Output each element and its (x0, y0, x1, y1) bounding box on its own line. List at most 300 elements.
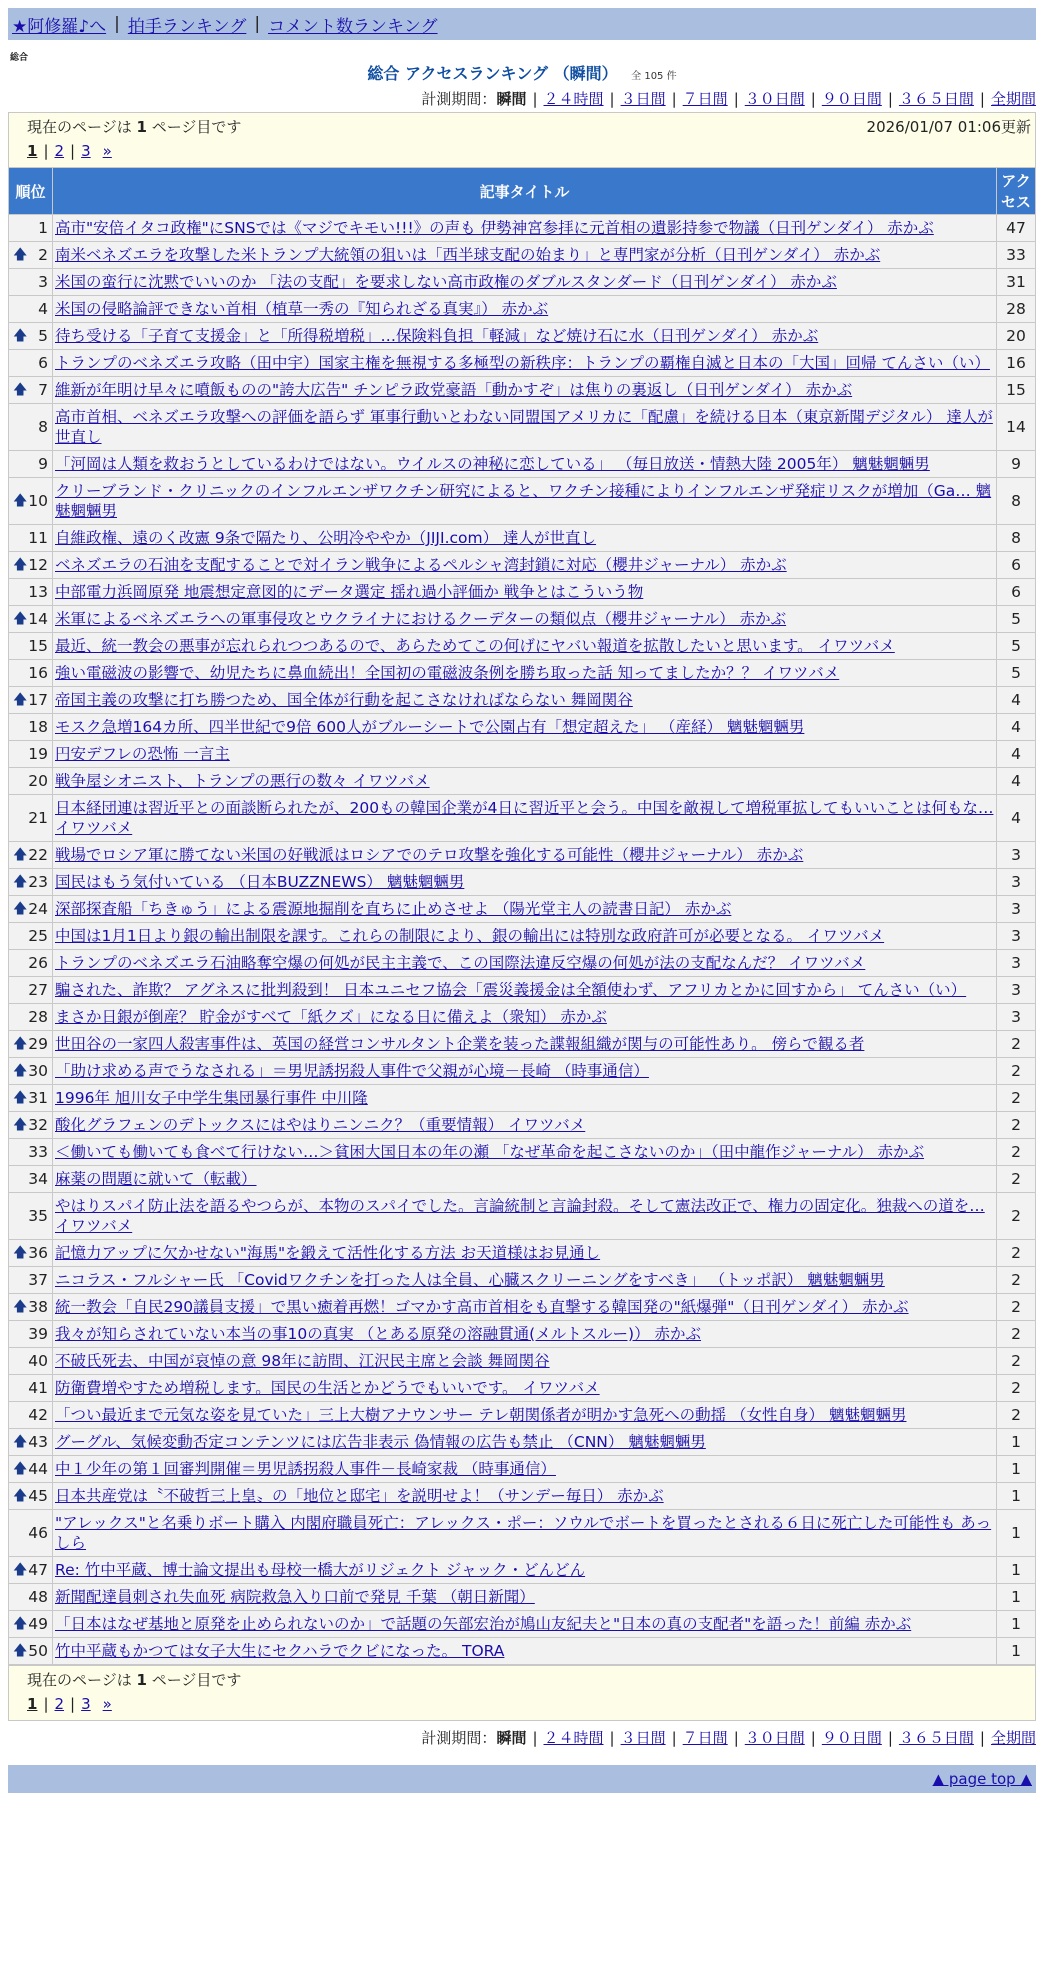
access-count: 3 (997, 842, 1036, 869)
rank-cell (9, 795, 53, 842)
article-title-link[interactable]: 日本共産党は〝不破哲三上皇〟の「地位と邸宅」を説明せよ！（サンデー毎日） 赤かぶ (55, 1487, 664, 1505)
article-title-link[interactable]: 中１少年の第１回審判開催＝男児誘拐殺人事件－長崎家裁 （時事通信） (55, 1460, 556, 1478)
article-title-link[interactable]: 米国の蛮行に沈黙でいいのか 「法の支配」を要求しない高市政権のダブルスタンダード（日刊ゲンダイ） 赤かぶ (55, 273, 837, 291)
article-title-link[interactable]: 自維政権、遠のく改憲 9条で隔たり、公明冷ややか（JIJI.com） 達人が世直し (55, 529, 597, 547)
rank-cell (9, 896, 53, 923)
period-option-4[interactable]: ９０日間 (821, 90, 882, 108)
title-cell (53, 950, 997, 977)
table-row (9, 1085, 1036, 1112)
rank-number: 30 (28, 1062, 48, 1080)
title-cell (53, 1483, 997, 1510)
access-count: 8 (997, 525, 1036, 552)
article-title-link[interactable]: ＜働いても働いても食べて行けない…＞貧困大国日本の年の瀬 「なぜ革命を起こさないのか」（田中龍作ジャーナル） 赤かぶ (55, 1143, 925, 1161)
rank-cell (9, 768, 53, 795)
period-separator: | (887, 1729, 893, 1747)
up-arrow-icon: 🡅 (13, 1562, 28, 1578)
up-arrow-icon: 🡅 (13, 901, 28, 917)
article-title-link[interactable]: 記憶力アップに欠かせない"海馬"を鍛えて活性化する方法 お天道様はお見通し (55, 1244, 601, 1262)
table-row (9, 768, 1036, 795)
table-row (9, 1240, 1036, 1267)
title-cell (53, 1267, 997, 1294)
title-cell (53, 552, 997, 579)
title-cell (53, 1402, 997, 1429)
access-count: 1 (997, 1557, 1036, 1584)
rank-cell (9, 1638, 53, 1665)
table-row (9, 1267, 1036, 1294)
rank-cell (9, 1557, 53, 1584)
up-arrow-icon: 🡅 (13, 328, 28, 344)
rank-cell (9, 1483, 53, 1510)
article-title-link[interactable]: 酸化グラフェンのデトックスにはやはりニンニク？（重要情報） イワツバメ (55, 1116, 586, 1134)
table-row (9, 1321, 1036, 1348)
period-option-3[interactable]: ３０日間 (744, 1729, 805, 1747)
title-cell (53, 869, 997, 896)
access-count: 20 (997, 323, 1036, 350)
rank-cell (9, 687, 53, 714)
up-arrow-icon: 🡅 (13, 1299, 28, 1315)
rank-number: 16 (28, 664, 48, 682)
table-row (9, 478, 1036, 525)
access-count: 2 (997, 1058, 1036, 1085)
article-title-link[interactable]: 麻薬の問題に就いて（転載） (55, 1170, 257, 1188)
access-count: 28 (997, 296, 1036, 323)
title-cell (53, 1193, 997, 1240)
title-cell (53, 1557, 997, 1584)
article-title-link[interactable]: 中国は1月1日より銀の輸出制限を課す。これらの制限により、銀の輸出には特別な政府許可が必要となる。 イワツバメ (55, 927, 885, 945)
article-title-link[interactable]: 「助け求める声でうなされる」＝男児誘拐殺人事件で父親が心境－長崎 （時事通信） (55, 1062, 649, 1080)
access-count: 1 (997, 1510, 1036, 1557)
table-row (9, 842, 1036, 869)
title-cell (53, 1348, 997, 1375)
title-cell (53, 377, 997, 404)
title-cell (53, 1031, 997, 1058)
article-title-link[interactable]: グーグル、気候変動否定コンテンツには広告非表示 偽情報の広告も禁止 （CNN） 魑魅魍魎男 (55, 1433, 706, 1451)
rank-number: 29 (28, 1035, 48, 1053)
article-title-link[interactable]: トランプのベネズエラ石油略奪空爆の何処が民主主義で、この国際法違反空爆の何処が法の支配なんだ？ イワツバメ (55, 954, 866, 972)
title-cell (53, 768, 997, 795)
nav-separator: | (114, 14, 120, 34)
rank-cell (9, 1058, 53, 1085)
pager-next-link[interactable]: » (102, 1695, 112, 1713)
rank-cell (9, 1321, 53, 1348)
article-title-link[interactable]: 騙された、詐欺？ アグネスに批判殺到！ 日本ユニセフ協会「震災義援金は全額使わず、アフリカとかに回すから」 てんさい（い） (55, 981, 967, 999)
article-title-link[interactable]: やはりスパイ防止法を語るやつらが、本物のスパイでした。言論統制と言論封殺。そして憲法改正で、権力の固定化。独裁への道を… イワツバメ (55, 1197, 985, 1235)
title-cell (53, 323, 997, 350)
updated-time: 2026/01/07 01:06更新 (866, 118, 1031, 136)
ranking-table (8, 167, 1036, 1665)
rank-cell (9, 1166, 53, 1193)
article-title-link[interactable]: "アレックス"と名乗りボート購入 内閣府職員死亡：アレックス・ポー：ソウルでボートを買ったとされる６日に死亡した可能性も あっしら (55, 1514, 992, 1552)
article-title-link[interactable]: モスク急増164カ所、四半世紀で9倍 600人がブルーシートで公園占有「想定超えた」 （産経） 魑魅魍魎男 (55, 718, 805, 736)
period-separator: | (609, 90, 615, 108)
pager-separator: | (70, 142, 76, 160)
rank-number: 34 (28, 1170, 48, 1188)
pager-page-link[interactable]: 2 (54, 142, 65, 160)
rank-number: 41 (28, 1379, 48, 1397)
period-separator: | (671, 1729, 677, 1747)
rank-number: 33 (28, 1143, 48, 1161)
article-title-link[interactable]: ニコラス・フルシャー氏 「Covidワクチンを打った人は全員、心臓スクリーニングをすべき」 （トッポ訳） 魑魅魍魎男 (55, 1271, 885, 1289)
article-title-link[interactable]: 帝国主義の攻撃に打ち勝つため、国全体が行動を起こさなければならない 舞岡関谷 (55, 691, 633, 709)
article-title-link[interactable]: 「つい最近まで元気な姿を見ていた」三上大樹アナウンサー テレ朝関係者が明かす急死への動揺 （女性自身） 魑魅魍魎男 (55, 1406, 907, 1424)
title-cell (53, 795, 997, 842)
rank-cell (9, 1456, 53, 1483)
period-label: 計測期間： (421, 90, 497, 108)
access-count: 1 (997, 1638, 1036, 1665)
period-current: 瞬間 (496, 1729, 527, 1747)
access-count: 31 (997, 269, 1036, 296)
rank-number: 35 (28, 1207, 48, 1225)
pager-page-link[interactable]: 3 (81, 142, 91, 160)
nav-separator: | (254, 14, 261, 34)
access-count: 3 (997, 977, 1036, 1004)
rank-number: 14 (28, 610, 48, 628)
table-row (9, 1294, 1036, 1321)
table-row (9, 1456, 1036, 1483)
title-cell (53, 1004, 997, 1031)
rank-cell (9, 269, 53, 296)
title-cell (53, 1429, 997, 1456)
rank-number: 2 (38, 246, 48, 264)
rank-cell (9, 1240, 53, 1267)
table-row (9, 242, 1036, 269)
pager-top (27, 139, 1031, 163)
access-count: 5 (997, 606, 1036, 633)
access-count: 2 (997, 1294, 1036, 1321)
top-nav-bar (8, 8, 1036, 40)
rank-number: 11 (28, 529, 48, 547)
period-option-3[interactable]: ３０日間 (744, 90, 805, 108)
access-count: 2 (997, 1375, 1036, 1402)
article-title-link[interactable]: 日本経団連は習近平との面談断られたが、200もの韓国企業が4日に習近平と会う。中国を敵視して増税軍拡してもいいことは何もな… イワツバメ (55, 799, 994, 837)
table-row (9, 525, 1036, 552)
period-option-1[interactable]: ３日間 (620, 1729, 666, 1747)
rank-number: 20 (28, 772, 48, 790)
title-cell (53, 1240, 997, 1267)
title-cell (53, 451, 997, 478)
page-info-bottom (8, 1665, 1036, 1721)
period-option-0[interactable]: ２４時間 (543, 90, 604, 108)
rank-number: 21 (28, 809, 48, 827)
up-arrow-icon: 🡅 (13, 1090, 28, 1106)
table-row (9, 1584, 1036, 1611)
table-row (9, 795, 1036, 842)
table-row (9, 687, 1036, 714)
access-count: 8 (997, 478, 1036, 525)
table-row (9, 350, 1036, 377)
category-label: 総合 (10, 53, 29, 63)
rank-cell (9, 714, 53, 741)
article-title-link[interactable]: 米国の侵略論評できない首相（植草一秀の『知られざる真実』） 赤かぶ (55, 300, 549, 318)
rank-cell (9, 633, 53, 660)
article-title-link[interactable]: 高市首相、ベネズエラ攻撃への評価を語らず 軍事行動いとわない同盟国アメリカに「配慮」を続ける日本（東京新聞デジタル） 達人が世直し (55, 408, 993, 446)
access-count: 3 (997, 1004, 1036, 1031)
access-count: 4 (997, 687, 1036, 714)
access-count: 3 (997, 950, 1036, 977)
access-count: 4 (997, 714, 1036, 741)
access-count: 4 (997, 768, 1036, 795)
rank-cell (9, 1375, 53, 1402)
period-option-5[interactable]: ３６５日間 (898, 1729, 974, 1747)
title-cell (53, 242, 997, 269)
article-title-link[interactable]: 1996年 旭川女子中学生集団暴行事件 中川隆 (55, 1089, 368, 1107)
up-arrow-icon: 🡅 (13, 557, 28, 573)
period-option-5[interactable]: ３６５日間 (898, 90, 974, 108)
access-count: 2 (997, 1321, 1036, 1348)
article-title-link[interactable]: 深部探査船「ちきゅう」による震源地掘削を直ちに止めさせよ （陽光堂主人の読書日記） 赤かぶ (55, 900, 732, 918)
period-option-1[interactable]: ３日間 (620, 90, 666, 108)
page-top-link[interactable]: ▲ page top ▲ (932, 1770, 1032, 1788)
rank-number: 32 (28, 1116, 48, 1134)
rank-number: 25 (28, 927, 48, 945)
period-separator: | (810, 1729, 816, 1747)
up-arrow-icon: 🡅 (13, 1643, 28, 1659)
pager-current-page: 1 (27, 1695, 38, 1713)
up-arrow-icon: 🡅 (13, 247, 28, 263)
title-cell (53, 269, 997, 296)
access-count: 15 (997, 377, 1036, 404)
article-title-link[interactable]: 統一教会「自民290議員支援」で黒い癒着再燃！ゴマかす高市首相をも直撃する韓国発の"紙爆弾"（日刊ゲンダイ） 赤かぶ (55, 1298, 909, 1316)
access-count: 3 (997, 923, 1036, 950)
rank-number: 26 (28, 954, 48, 972)
period-option-0[interactable]: ２４時間 (543, 1729, 604, 1747)
title-cell (53, 714, 997, 741)
period-option-6[interactable]: 全期間 (990, 90, 1036, 108)
rank-number: 40 (28, 1352, 48, 1370)
rank-cell (9, 1004, 53, 1031)
up-arrow-icon: 🡅 (13, 1117, 28, 1133)
rank-cell (9, 1510, 53, 1557)
up-arrow-icon: 🡅 (13, 611, 28, 627)
article-title-link[interactable]: 国民はもう気付いている （日本BUZZNEWS） 魑魅魍魎男 (55, 873, 465, 891)
access-count: 3 (997, 869, 1036, 896)
article-title-link[interactable]: 待ち受ける「子育て支援金」と「所得税増税」…保険料負担「軽減」など焼け石に水（日刊ゲンダイ） 赤かぶ (55, 327, 819, 345)
title-cell (53, 525, 997, 552)
title-cell (53, 1584, 997, 1611)
period-separator: | (609, 1729, 615, 1747)
rank-number: 5 (38, 327, 48, 345)
period-separator: | (733, 90, 739, 108)
table-row (9, 896, 1036, 923)
rank-number: 17 (28, 691, 48, 709)
period-separator: | (887, 90, 893, 108)
period-label: 計測期間： (421, 1729, 497, 1747)
rank-header: 順位 (9, 168, 53, 215)
access-count: 2 (997, 1240, 1036, 1267)
article-title-link[interactable]: 強い電磁波の影響で、幼児たちに鼻血続出！全国初の電磁波条例を勝ち取った話 知ってましたか？？ イワツバメ (55, 664, 840, 682)
rank-cell (9, 451, 53, 478)
title-cell (53, 478, 997, 525)
article-title-link[interactable]: 南米ベネズエラを攻撃した米トランプ大統領の狙いは「西半球支配の始まり」と専門家が分析（日刊ゲンダイ） 赤かぶ (55, 246, 881, 264)
article-title-link[interactable]: 我々が知らされていない本当の事10の真実 （とある原発の溶融貫通(メルトスルー)） 赤かぶ (55, 1325, 702, 1343)
table-row (9, 1193, 1036, 1240)
up-arrow-icon: 🡅 (13, 1616, 28, 1632)
title-cell (53, 741, 997, 768)
access-count: 33 (997, 242, 1036, 269)
article-title-link[interactable]: 新聞配達員刺され失血死 病院救急入り口前で発見 千葉 （朝日新聞） (55, 1588, 535, 1606)
table-row (9, 404, 1036, 451)
table-row (9, 215, 1036, 242)
rank-number: 15 (28, 637, 48, 655)
pager-next-link[interactable]: » (102, 142, 112, 160)
table-row (9, 1031, 1036, 1058)
title-cell (53, 842, 997, 869)
article-title-link[interactable]: 竹中平蔵もかつては女子大生にセクハラでクビになった。 TORA (55, 1642, 505, 1660)
rank-number: 12 (28, 556, 48, 574)
table-row (9, 1112, 1036, 1139)
article-title-link[interactable]: 円安デフレの恐怖 一言主 (55, 745, 230, 763)
rank-number: 13 (28, 583, 48, 601)
rank-cell (9, 1085, 53, 1112)
article-title-link[interactable]: 「河岡は人類を救おうとしているわけではない。ウイルスの神秘に恋している」 （毎日放送・情熱大陸 2005年） 魑魅魍魎男 (55, 455, 930, 473)
pager-page-link[interactable]: 2 (54, 1695, 65, 1713)
clap-ranking-link[interactable]: 拍手ランキング (127, 16, 247, 37)
table-row (9, 741, 1036, 768)
title-cell (53, 1058, 997, 1085)
article-title-link[interactable]: 「日本はなぜ基地と原発を止められないのか」で話題の矢部宏治が鳩山友紀夫と"日本の真の支配者"を語った！前編 赤かぶ (55, 1615, 912, 1633)
ranking-table-body (9, 215, 1036, 1665)
up-arrow-icon: 🡅 (13, 493, 28, 509)
access-count: 1 (997, 1483, 1036, 1510)
access-count: 5 (997, 660, 1036, 687)
period-option-6[interactable]: 全期間 (990, 1729, 1036, 1747)
title-cell (53, 660, 997, 687)
rank-number: 44 (28, 1460, 48, 1478)
article-title-link[interactable]: 防衛費増やすため増税します。国民の生活とかどうでもいいです。 イワツバメ (55, 1379, 600, 1397)
title-cell (53, 1166, 997, 1193)
rank-number: 6 (38, 354, 48, 372)
page-info-top (8, 112, 1036, 167)
period-option-4[interactable]: ９０日間 (821, 1729, 882, 1747)
article-title-link[interactable]: 世田谷の一家四人殺害事件は、英国の経営コンサルタント企業を装った諜報組織が関与の可能性あり。 傍らで観る者 (55, 1035, 865, 1053)
access-count: 1 (997, 1429, 1036, 1456)
rank-cell (9, 1139, 53, 1166)
pager-separator: | (70, 1695, 76, 1713)
rank-cell (9, 478, 53, 525)
title-cell (53, 1375, 997, 1402)
rank-number: 42 (28, 1406, 48, 1424)
access-count: 3 (997, 896, 1036, 923)
rank-cell (9, 1031, 53, 1058)
article-title-link[interactable]: 中部電力浜岡原発 地震想定意図的にデータ選定 揺れ過小評価か 戦争とはこういう物 (55, 583, 644, 601)
table-row (9, 579, 1036, 606)
access-count: 2 (997, 1267, 1036, 1294)
table-row (9, 323, 1036, 350)
footer-bar (8, 1765, 1036, 1793)
rank-number: 10 (28, 492, 48, 510)
rank-number: 47 (28, 1561, 48, 1579)
rank-cell (9, 606, 53, 633)
rank-number: 37 (28, 1271, 48, 1289)
period-selector-bottom (8, 1725, 1036, 1751)
table-row (9, 660, 1036, 687)
table-row (9, 1483, 1036, 1510)
article-title-link[interactable]: 最近、統一教会の悪事が忘れられつつあるので、あらためてこの何げにヤバい報道を拡散したいと思います。 イワツバメ (55, 637, 895, 655)
home-link[interactable]: ★阿修羅♪へ (12, 16, 107, 37)
article-title-link[interactable]: 米軍によるベネズエラへの軍事侵攻とウクライナにおけるクーデターの類似点（櫻井ジャーナル） 赤かぶ (55, 610, 787, 628)
table-row (9, 1557, 1036, 1584)
table-row (9, 1638, 1036, 1665)
rank-cell (9, 1294, 53, 1321)
rank-cell (9, 525, 53, 552)
title-cell (53, 296, 997, 323)
title-cell (53, 923, 997, 950)
rank-cell (9, 377, 53, 404)
article-title-link[interactable]: 不破氏死去、中国が哀悼の意 98年に訪問、江沢民主席と会談 舞岡関谷 (55, 1352, 550, 1370)
rank-number: 27 (28, 981, 48, 999)
period-separator: | (810, 90, 816, 108)
table-row (9, 1058, 1036, 1085)
table-row (9, 950, 1036, 977)
access-count: 2 (997, 1085, 1036, 1112)
rank-cell (9, 660, 53, 687)
rank-number: 8 (38, 418, 48, 436)
table-row (9, 1004, 1036, 1031)
rank-cell (9, 215, 53, 242)
table-row (9, 269, 1036, 296)
rank-number: 24 (28, 900, 48, 918)
pager-page-link[interactable]: 3 (81, 1695, 91, 1713)
article-title-link[interactable]: トランプのベネズエラ攻略（田中宇）国家主権を無視する多極型の新秩序：トランプの覇権自滅と日本の「大国」回帰 てんさい（い） (55, 354, 990, 372)
article-title-link[interactable]: Re: 竹中平蔵、博士論文提出も母校一橋大がリジェクト ジャック・どんどん (55, 1561, 586, 1579)
rank-number: 48 (28, 1588, 48, 1606)
period-option-2[interactable]: ７日間 (682, 1729, 728, 1747)
access-count: 2 (997, 1193, 1036, 1240)
title-cell (53, 350, 997, 377)
period-option-2[interactable]: ７日間 (682, 90, 728, 108)
table-row (9, 1375, 1036, 1402)
rank-cell (9, 1348, 53, 1375)
up-arrow-icon: 🡅 (13, 1461, 28, 1477)
article-title-link[interactable]: ベネズエラの石油を支配することで対イラン戦争によるペルシャ湾封鎖に対応（櫻井ジャーナル） 赤かぶ (55, 556, 787, 574)
rank-cell (9, 350, 53, 377)
title-cell (53, 579, 997, 606)
article-title-link[interactable]: 維新が年明け早々に噴飯ものの"誇大広告" チンピラ政党豪語「動かすぞ」は焦りの裏返し（日刊ゲンダイ） 赤かぶ (55, 381, 853, 399)
access-count: 2 (997, 1139, 1036, 1166)
up-arrow-icon: 🡅 (13, 1063, 28, 1079)
up-arrow-icon: 🡅 (13, 847, 28, 863)
title-cell (53, 1638, 997, 1665)
rank-number: 22 (28, 846, 48, 864)
rank-cell (9, 404, 53, 451)
up-arrow-icon: 🡅 (13, 1036, 28, 1052)
rank-cell (9, 1193, 53, 1240)
up-arrow-icon: 🡅 (13, 1434, 28, 1450)
title-cell (53, 215, 997, 242)
rank-number: 46 (28, 1524, 48, 1542)
period-separator: | (979, 90, 985, 108)
rank-cell (9, 323, 53, 350)
title-cell (53, 1456, 997, 1483)
article-title-link[interactable]: 戦争屋シオニスト、トランプの悪行の数々 イワツバメ (55, 772, 430, 790)
comment-ranking-link[interactable]: コメント数ランキング (268, 16, 438, 37)
article-title-link[interactable]: 戦場でロシア軍に勝てない米国の好戦派はロシアでのテロ攻撃を強化する可能性（櫻井ジャーナル） 赤かぶ (55, 846, 804, 864)
article-title-link[interactable]: クリーブランド・クリニックのインフルエンザワクチン研究によると、ワクチン接種によりインフルエンザ発症リスクが増加（Ga… 魑魅魍魎男 (55, 482, 992, 520)
total-count: 全 105 件 (631, 71, 677, 82)
article-title-link[interactable]: 高市"安倍イタコ政権"にSNSでは《マジでキモい!!!》の声も 伊勢神宮参拝に元首相の遺影持参で物議（日刊ゲンダイ） 赤かぶ (55, 219, 934, 237)
period-separator: | (532, 90, 538, 108)
rank-number: 36 (28, 1244, 48, 1262)
rank-number: 28 (28, 1008, 48, 1026)
rank-number: 19 (28, 745, 48, 763)
up-arrow-icon: 🡅 (13, 1245, 28, 1261)
table-row (9, 1611, 1036, 1638)
article-title-link[interactable]: まさか日銀が倒産？ 貯金がすべて「紙クズ」になる日に備えよ（衆知） 赤かぶ (55, 1008, 607, 1026)
table-row (9, 296, 1036, 323)
up-arrow-icon: 🡅 (13, 692, 28, 708)
period-separator: | (532, 1729, 538, 1747)
period-separator: | (979, 1729, 985, 1747)
